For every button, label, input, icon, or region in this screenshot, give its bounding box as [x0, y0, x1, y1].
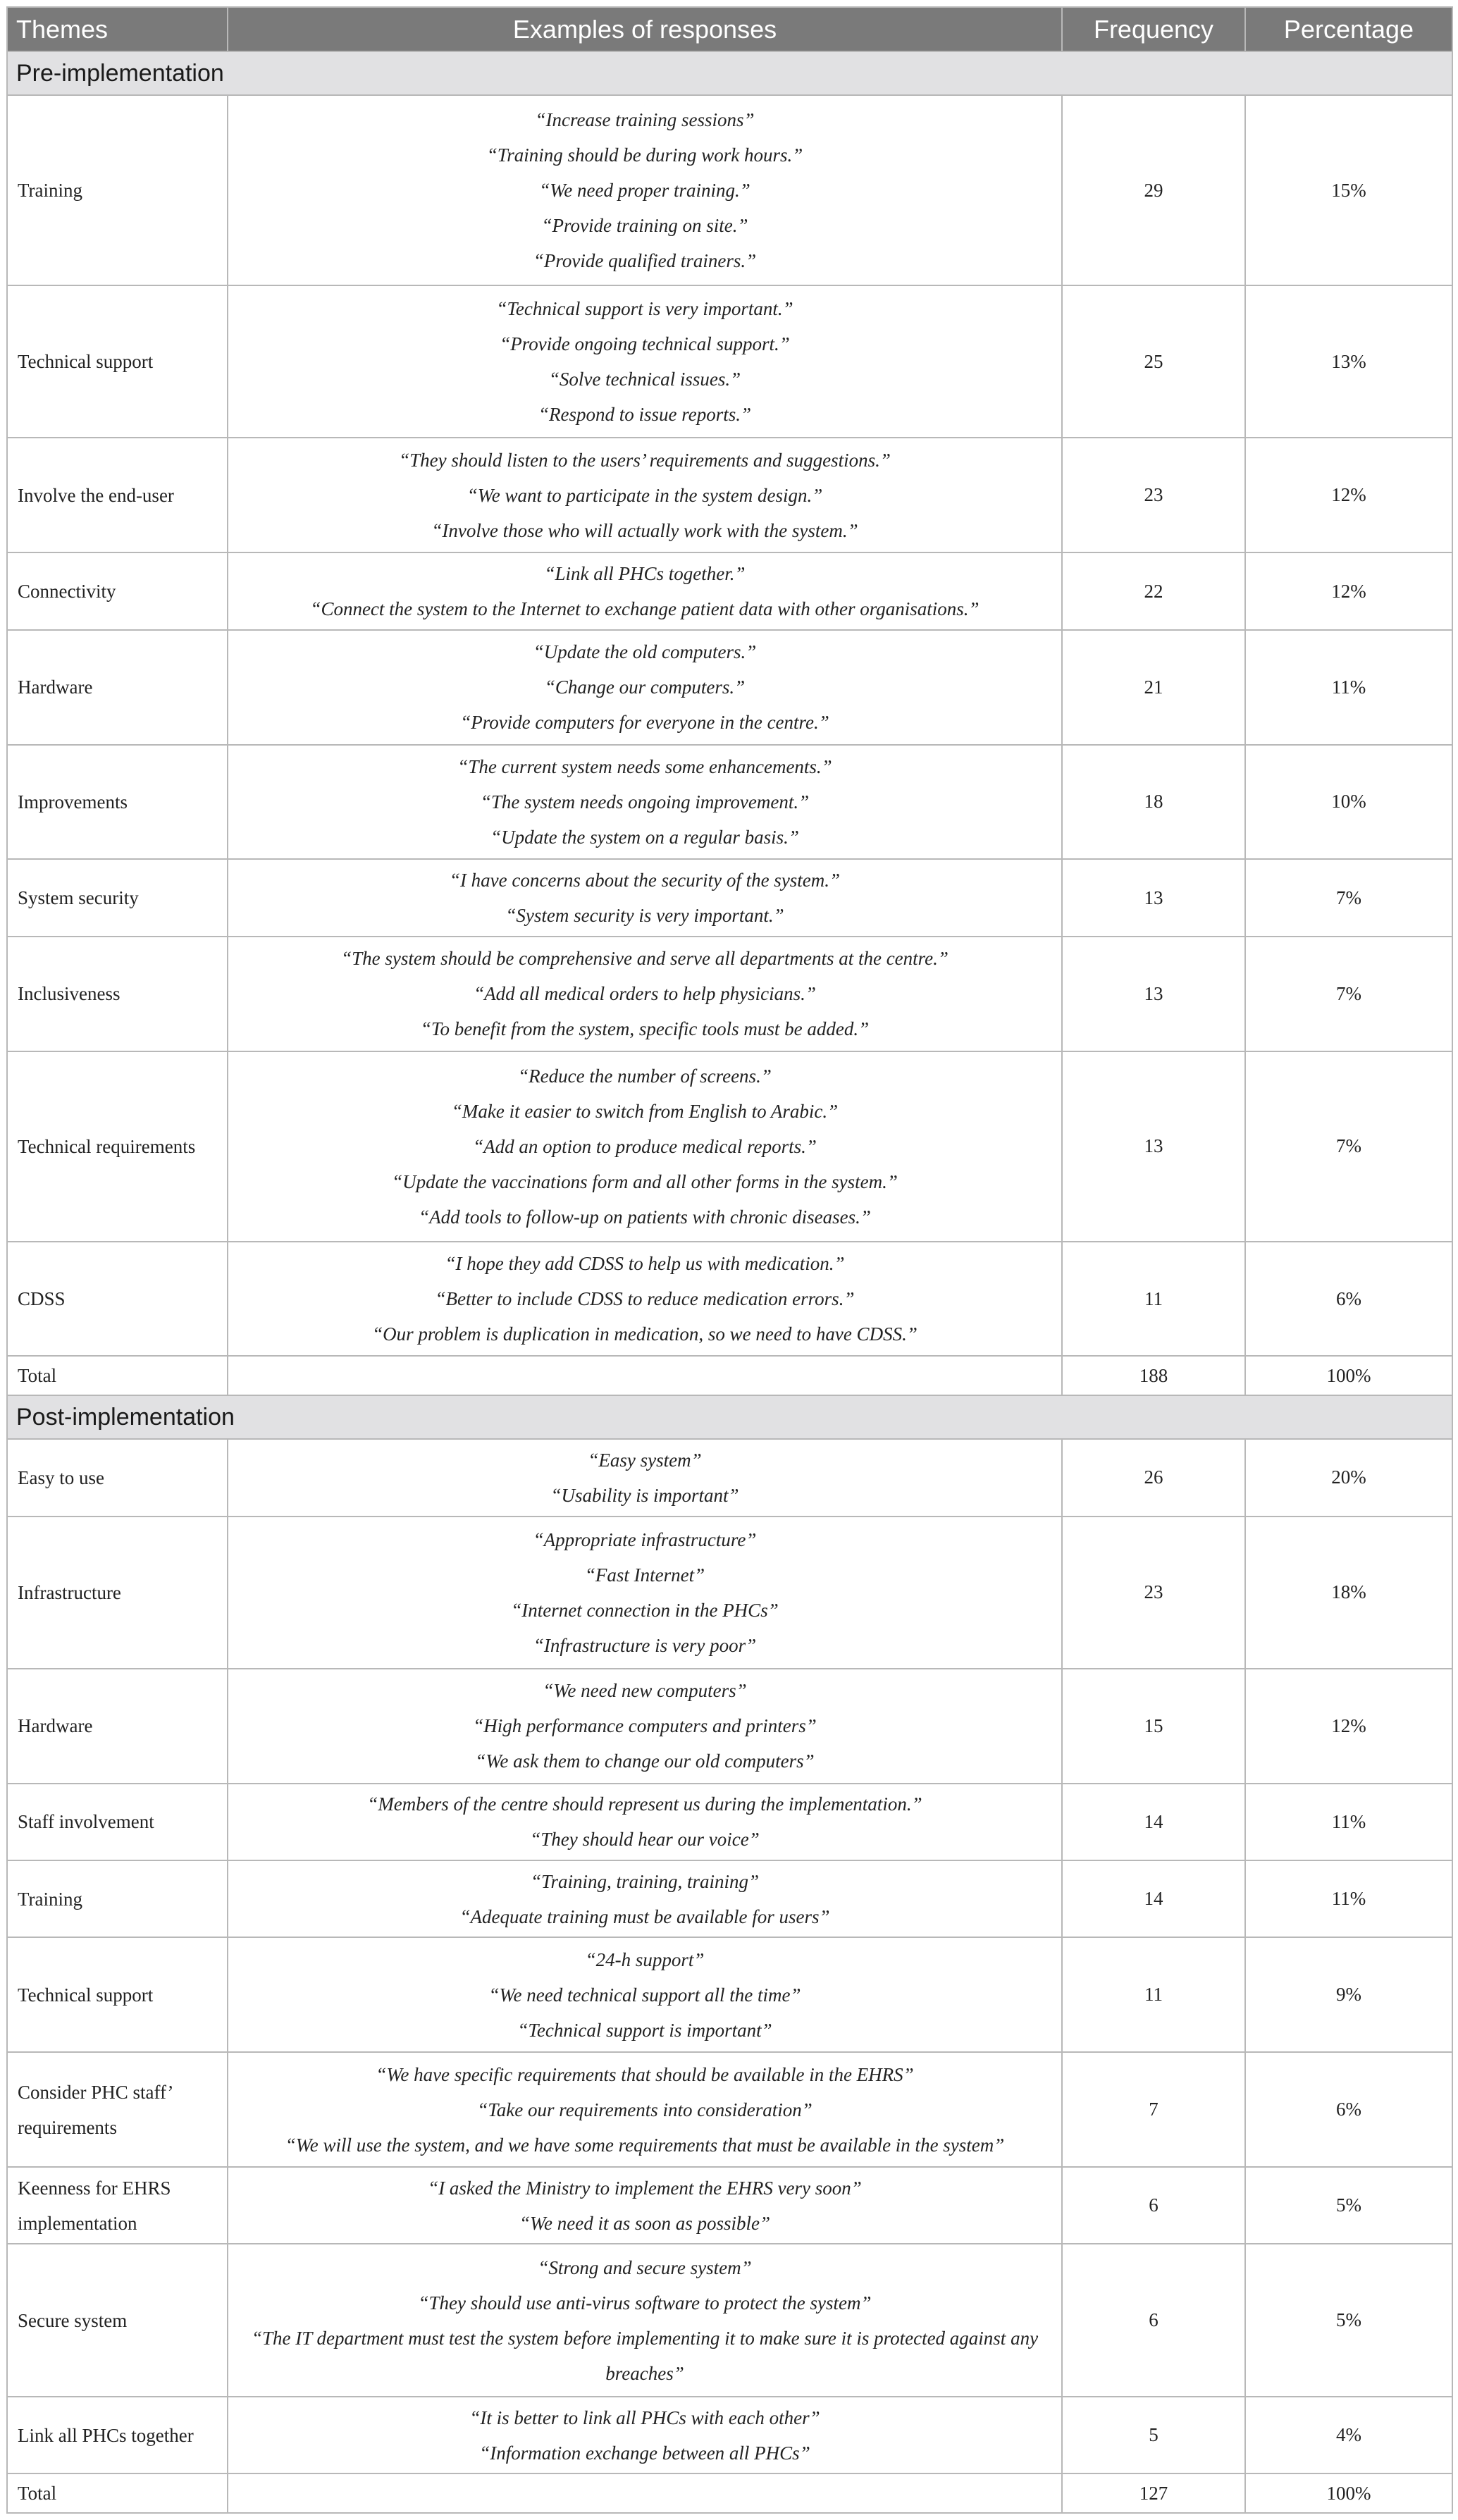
examples-cell: [228, 1860, 1062, 1937]
example-response: “They should listen to the users’ requirements and suggestions.”: [399, 449, 891, 471]
example-response: “It is better to link all PHCs with each other”: [469, 2407, 820, 2428]
total-percentage: 100%: [1245, 2473, 1452, 2513]
examples-cell: [228, 95, 1062, 285]
example-response: “Training should be during work hours.”: [486, 144, 803, 166]
example-response: “Provide ongoing technical support.”: [500, 333, 790, 355]
examples-cell: [228, 859, 1062, 936]
frequency-cell: 11: [1062, 1242, 1245, 1357]
frequency-cell: 23: [1062, 438, 1245, 552]
table-row: [7, 630, 1452, 745]
examples-cell: [228, 1517, 1062, 1669]
examples-cell: [228, 1669, 1062, 1784]
example-response: “Involve those who will actually work with the system.”: [431, 519, 858, 541]
example-response: “Infrastructure is very poor”: [533, 1634, 757, 1656]
example-response: “Take our requirements into consideration”: [477, 2099, 813, 2120]
post-implementation-total-row: [7, 2473, 1452, 2513]
examples-cell: [228, 2244, 1062, 2396]
example-response: “Training, training, training”: [530, 1870, 760, 1892]
header-row: [7, 7, 1452, 51]
example-response: “We ask them to change our old computers”: [475, 1750, 815, 1772]
examples-cell: [228, 552, 1062, 629]
percentage-cell: 15%: [1245, 95, 1452, 285]
example-response: “The current system needs some enhancements.”: [457, 755, 832, 777]
table-row: [7, 2397, 1452, 2473]
percentage-cell: 7%: [1245, 937, 1452, 1051]
example-response: “We need technical support all the time”: [488, 1984, 801, 2006]
theme-cell: Infrastructure: [7, 1517, 228, 1669]
example-response: “Add tools to follow-up on patients with chronic diseases.”: [419, 1206, 871, 1228]
percentage-cell: 13%: [1245, 285, 1452, 438]
section-title: Pre-implementation: [7, 51, 1452, 95]
frequency-cell: 15: [1062, 1669, 1245, 1784]
table-row: [7, 745, 1452, 860]
frequency-cell: 13: [1062, 859, 1245, 936]
table-row: [7, 1439, 1452, 1516]
percentage-cell: 20%: [1245, 1439, 1452, 1516]
theme-cell: Staff involvement: [7, 1784, 228, 1860]
total-label: Total: [7, 1356, 228, 1395]
examples-cell: [228, 937, 1062, 1051]
percentage-cell: 7%: [1245, 1051, 1452, 1242]
frequency-cell: 18: [1062, 745, 1245, 860]
pre-implementation-section-row: [7, 51, 1452, 95]
header-frequency: Frequency: [1062, 7, 1245, 51]
table-row: [7, 2244, 1452, 2396]
theme-cell: System security: [7, 859, 228, 936]
header-percentage: Percentage: [1245, 7, 1452, 51]
total-examples-cell: [228, 2473, 1062, 2513]
examples-cell: [228, 630, 1062, 745]
theme-cell: Easy to use: [7, 1439, 228, 1516]
example-response: “We need it as soon as possible”: [519, 2212, 771, 2234]
table-row: [7, 2052, 1452, 2167]
theme-cell: Technical support: [7, 1937, 228, 2052]
theme-cell: Training: [7, 95, 228, 285]
total-frequency: 188: [1062, 1356, 1245, 1395]
table-row: [7, 1517, 1452, 1669]
examples-cell: [228, 1242, 1062, 1357]
theme-cell: Hardware: [7, 1669, 228, 1784]
example-response: “Easy system”: [588, 1449, 702, 1471]
theme-cell: Training: [7, 1860, 228, 1937]
percentage-cell: 5%: [1245, 2244, 1452, 2396]
theme-cell: Connectivity: [7, 552, 228, 629]
example-response: “High performance computers and printers”: [473, 1715, 817, 1737]
example-response: “Provide qualified trainers.”: [533, 250, 757, 272]
example-response: “Reduce the number of screens.”: [518, 1065, 772, 1087]
total-label: Total: [7, 2473, 228, 2513]
frequency-cell: 22: [1062, 552, 1245, 629]
themes-table: [6, 6, 1453, 2514]
theme-cell: Consider PHC staff’ requirements: [7, 2052, 228, 2167]
frequency-cell: 25: [1062, 285, 1245, 438]
table-row: [7, 1784, 1452, 1860]
example-response: “Better to include CDSS to reduce medication errors.”: [435, 1288, 855, 1310]
header-themes: Themes: [7, 7, 228, 51]
frequency-cell: 7: [1062, 2052, 1245, 2167]
examples-cell: [228, 285, 1062, 438]
percentage-cell: 9%: [1245, 1937, 1452, 2052]
percentage-cell: 6%: [1245, 2052, 1452, 2167]
theme-cell: Involve the end-user: [7, 438, 228, 552]
percentage-cell: 6%: [1245, 1242, 1452, 1357]
table-body: [7, 51, 1452, 2513]
theme-cell: Technical support: [7, 285, 228, 438]
example-response: “Information exchange between all PHCs”: [479, 2442, 810, 2464]
total-examples-cell: [228, 1356, 1062, 1395]
frequency-cell: 6: [1062, 2244, 1245, 2396]
example-response: “The system should be comprehensive and serve all departments at the centre.”: [341, 948, 949, 970]
table-row: [7, 1860, 1452, 1937]
example-response: “Fast Internet”: [584, 1564, 705, 1586]
example-response: “Update the system on a regular basis.”: [490, 826, 799, 848]
percentage-cell: 11%: [1245, 1784, 1452, 1860]
examples-cell: [228, 2397, 1062, 2473]
theme-cell: CDSS: [7, 1242, 228, 1357]
example-response: “Strong and secure system”: [538, 2256, 752, 2278]
frequency-cell: 29: [1062, 95, 1245, 285]
example-response: “Make it easier to switch from English to Arabic.”: [451, 1100, 839, 1122]
example-response: “24-h support”: [585, 1948, 705, 1970]
table-row: [7, 1051, 1452, 1242]
example-response: “We need new computers”: [543, 1680, 747, 1702]
header-examples: Examples of responses: [228, 7, 1062, 51]
percentage-cell: 12%: [1245, 1669, 1452, 1784]
section-title: Post-implementation: [7, 1395, 1452, 1439]
table-row: [7, 1242, 1452, 1357]
percentage-cell: 10%: [1245, 745, 1452, 860]
theme-cell: Technical requirements: [7, 1051, 228, 1242]
theme-cell: Link all PHCs together: [7, 2397, 228, 2473]
example-response: “Provide computers for everyone in the centre.”: [460, 712, 829, 734]
theme-cell: Inclusiveness: [7, 937, 228, 1051]
example-response: “Increase training sessions”: [535, 109, 755, 131]
example-response: “Technical support is important”: [517, 2019, 772, 2041]
table-row: [7, 285, 1452, 438]
theme-cell: Secure system: [7, 2244, 228, 2396]
example-response: “They should use anti-virus software to protect the system”: [418, 2292, 872, 2314]
frequency-cell: 11: [1062, 1937, 1245, 2052]
examples-cell: [228, 1937, 1062, 2052]
theme-cell: Hardware: [7, 630, 228, 745]
example-response: “I asked the Ministry to implement the EHRS very soon”: [428, 2177, 862, 2199]
frequency-cell: 6: [1062, 2167, 1245, 2244]
example-response: “Change our computers.”: [544, 677, 746, 698]
example-response: “They should hear our voice”: [530, 1829, 760, 1851]
examples-cell: [228, 438, 1062, 552]
frequency-cell: 13: [1062, 937, 1245, 1051]
example-response: “Solve technical issues.”: [548, 369, 741, 390]
frequency-cell: 21: [1062, 630, 1245, 745]
frequency-cell: 13: [1062, 1051, 1245, 1242]
example-response: “We will use the system, and we have some requirements that must be available in the system”: [285, 2134, 1005, 2156]
example-response: “We need proper training.”: [539, 180, 750, 202]
example-response: “Adequate training must be available for users”: [459, 1906, 830, 1927]
example-response: “System security is very important.”: [505, 905, 784, 927]
examples-cell: [228, 1439, 1062, 1516]
example-response: “To benefit from the system, specific tools must be added.”: [420, 1018, 870, 1040]
example-response: “Update the old computers.”: [533, 641, 757, 663]
example-response: “We want to participate in the system design.”: [467, 484, 823, 506]
examples-cell: [228, 1784, 1062, 1860]
table-row: [7, 438, 1452, 552]
example-response: “Appropriate infrastructure”: [533, 1528, 757, 1550]
percentage-cell: 4%: [1245, 2397, 1452, 2473]
example-response: “Respond to issue reports.”: [538, 404, 752, 426]
theme-cell: Keenness for EHRS implementation: [7, 2167, 228, 2244]
example-response: “We have specific requirements that should be available in the EHRS”: [376, 2063, 914, 2085]
example-response: “The IT department must test the system before implementing it to make sure it is protected against any breaches”: [251, 2327, 1039, 2384]
percentage-cell: 11%: [1245, 630, 1452, 745]
pre-implementation-total-row: [7, 1356, 1452, 1395]
table-row: [7, 1669, 1452, 1784]
example-response: “Our problem is duplication in medication, so we need to have CDSS.”: [372, 1323, 918, 1345]
frequency-cell: 23: [1062, 1517, 1245, 1669]
example-response: “Internet connection in the PHCs”: [511, 1599, 779, 1621]
theme-cell: Improvements: [7, 745, 228, 860]
example-response: “Technical support is very important.”: [496, 298, 793, 320]
table-row: [7, 552, 1452, 629]
example-response: “Update the vaccinations form and all other forms in the system.”: [392, 1171, 898, 1192]
percentage-cell: 11%: [1245, 1860, 1452, 1937]
table-row: [7, 937, 1452, 1051]
table-row: [7, 95, 1452, 285]
total-frequency: 127: [1062, 2473, 1245, 2513]
examples-cell: [228, 1051, 1062, 1242]
frequency-cell: 14: [1062, 1860, 1245, 1937]
percentage-cell: 12%: [1245, 438, 1452, 552]
examples-cell: [228, 2052, 1062, 2167]
example-response: “Add an option to produce medical reports.”: [473, 1135, 817, 1157]
percentage-cell: 5%: [1245, 2167, 1452, 2244]
frequency-cell: 14: [1062, 1784, 1245, 1860]
examples-cell: [228, 745, 1062, 860]
post-implementation-section-row: [7, 1395, 1452, 1439]
example-response: “Connect the system to the Internet to exchange patient data with other organisations.”: [310, 598, 980, 619]
example-response: “Link all PHCs together.”: [544, 563, 746, 584]
table-row: [7, 859, 1452, 936]
table-row: [7, 1937, 1452, 2052]
example-response: “Members of the centre should represent us during the implementation.”: [367, 1793, 922, 1815]
table-row: [7, 2167, 1452, 2244]
percentage-cell: 7%: [1245, 859, 1452, 936]
example-response: “Usability is important”: [550, 1484, 739, 1506]
frequency-cell: 5: [1062, 2397, 1245, 2473]
percentage-cell: 18%: [1245, 1517, 1452, 1669]
example-response: “I have concerns about the security of the system.”: [449, 870, 841, 891]
example-response: “Provide training on site.”: [541, 215, 748, 237]
example-response: “Add all medical orders to help physicians.”: [474, 983, 816, 1005]
example-response: “The system needs ongoing improvement.”: [480, 791, 810, 813]
frequency-cell: 26: [1062, 1439, 1245, 1516]
example-response: “I hope they add CDSS to help us with medication.”: [445, 1253, 845, 1275]
examples-cell: [228, 2167, 1062, 2244]
total-percentage: 100%: [1245, 1356, 1452, 1395]
percentage-cell: 12%: [1245, 552, 1452, 629]
